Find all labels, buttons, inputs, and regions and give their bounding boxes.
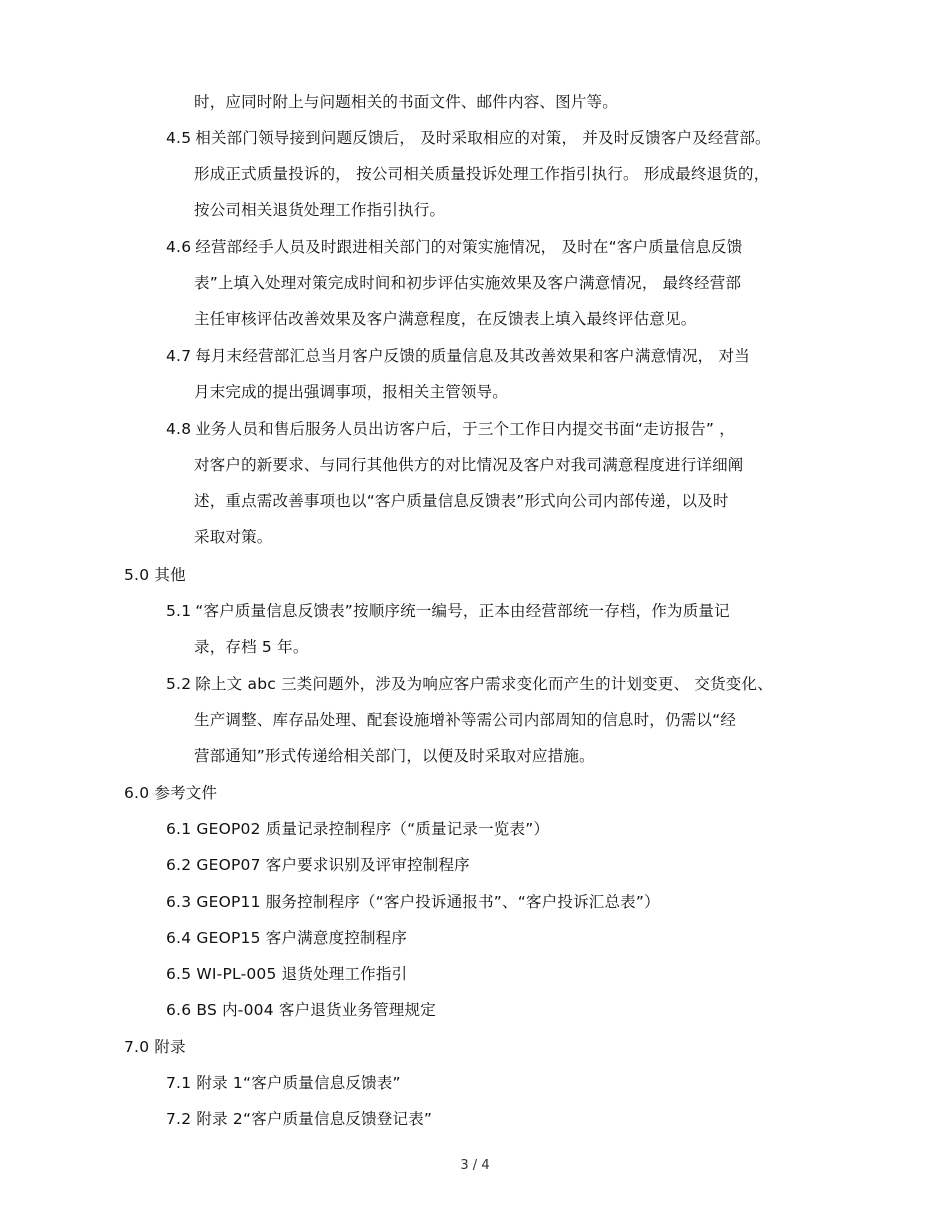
reference-item: 6.1 GEOP02 质量记录控制程序（“质量记录一览表”） [166,820,550,838]
item-text: 经营部经手人员及时跟进相关部门的对策实施情况， 及时在“客户质量信息反馈 [195,238,743,256]
section-6-heading: 6.0 参考文件 [124,784,218,802]
item-number: 5.2 [166,675,192,693]
item-4-8-line-4: 采取对策。 [194,528,273,546]
appendix-item: 7.2 附录 2“客户质量信息反馈登记表” [166,1110,433,1128]
page-number: 3 / 4 [460,1158,490,1173]
item-text: 每月末经营部汇总当月客户反馈的质量信息及其改善效果和客户满意情况， 对当 [195,347,750,365]
item-4-7-line-2: 月末完成的提出强调事项，报相关主管领导。 [194,383,509,401]
item-5-1-line-1 [166,601,730,621]
section-5-heading: 5.0 其他 [124,566,186,584]
item-5-2-line-1 [166,674,773,694]
item-number: 4.6 [166,238,192,256]
item-4-5-line-3: 按公司相关退货处理工作指引执行。 [194,201,446,219]
reference-item: 6.3 GEOP11 服务控制程序（“客户投诉通报书”、“客户投诉汇总表”） [166,893,660,911]
item-4-6-line-2: 表”上填入处理对策完成时间和初步评估实施效果及客户满意情况， 最终经营部 [194,274,742,292]
item-5-1-line-2: 录，存档 5 年。 [194,638,309,656]
item-4-5-line-1 [166,128,771,148]
item-number: 5.1 [166,602,192,620]
reference-item: 6.6 BS 内-004 客户退货业务管理规定 [166,1001,436,1019]
item-text: 业务人员和售后服务人员出访客户后，于三个工作日内提交书面“走访报告” ， [195,420,735,438]
item-4-8-line-3: 述，重点需改善事项也以“客户质量信息反馈表”形式向公司内部传递，以及时 [194,492,729,510]
item-text: 相关部门领导接到问题反馈后， 及时采取相应的对策， 并及时反馈客户及经营部。 [195,129,771,147]
section-7-heading: 7.0 附录 [124,1038,186,1056]
item-4-6-line-3: 主任审核评估改善效果及客户满意程度，在反馈表上填入最终评估意见。 [194,310,697,328]
reference-item: 6.5 WI-PL-005 退货处理工作指引 [166,965,408,983]
item-4-4-tail: 时，应同时附上与问题相关的书面文件、邮件内容、图片等。 [194,93,618,111]
item-number: 4.5 [166,129,192,147]
item-4-7-line-1 [166,346,750,366]
appendix-item: 7.1 附录 1“客户质量信息反馈表” [166,1074,401,1092]
item-5-2-line-2: 生产调整、库存品处理、配套设施增补等需公司内部周知的信息时，仍需以“经 [194,711,737,729]
item-4-8-line-2: 对客户的新要求、与同行其他供方的对比情况及客户对我司满意程度进行详细阐 [194,456,744,474]
item-5-2-line-3: 营部通知”形式传递给相关部门，以便及时采取对应措施。 [194,747,595,765]
item-4-8-line-1 [166,419,735,439]
item-text: 除上文 abc 三类问题外，涉及为响应客户需求变化而产生的计划变更、 交货变化、 [195,675,773,693]
item-number: 4.7 [166,347,192,365]
reference-item: 6.2 GEOP07 客户要求识别及评审控制程序 [166,856,470,874]
item-4-6-line-1 [166,237,742,257]
item-4-5-line-2: 形成正式质量投诉的， 按公司相关质量投诉处理工作指引执行。 形成最终退货的， [194,165,770,183]
reference-item: 6.4 GEOP15 客户满意度控制程序 [166,929,408,947]
item-number: 4.8 [166,420,192,438]
item-text: “客户质量信息反馈表”按顺序统一编号，正本由经营部统一存档，作为质量记 [195,602,730,620]
